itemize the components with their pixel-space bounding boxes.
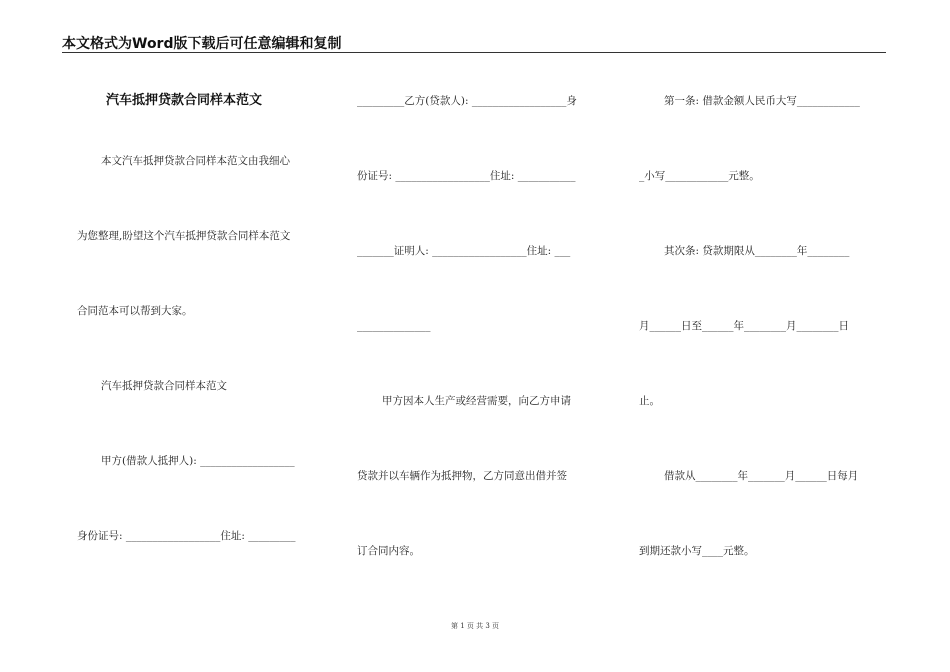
clause-two-term: 其次条: 贷款期限从________年________ <box>664 245 850 257</box>
section-heading: 汽车抵押贷款合同样本范文 <box>101 380 227 392</box>
party-b-field: _________乙方(贷款人): __________________身 <box>357 95 577 107</box>
clause-two-term-end: 止。 <box>639 395 660 407</box>
id-address-field: 身份证号: __________________住址: _________ <box>77 530 296 542</box>
paragraph-line: 合同范本可以帮到大家。 <box>77 305 193 317</box>
witness-field: _______证明人: __________________住址: ___ <box>357 245 571 257</box>
paragraph-line: 订合同内容。 <box>357 545 420 557</box>
clause-two-term-cont: 月______日至______年________月________日 <box>639 320 849 332</box>
page-number: 第 1 页 共 3 页 <box>450 622 500 630</box>
id-address-field: 份证号: __________________住址: ___________ <box>357 170 576 182</box>
repayment-line-cont: 到期还款小写____元整。 <box>639 545 755 557</box>
paragraph-line: 甲方因本人生产或经营需要，向乙方申请 <box>382 395 571 407</box>
paragraph-line: 贷款并以车辆作为抵押物，乙方同意出借并签 <box>357 470 567 482</box>
paragraph-line: 为您整理,盼望这个汽车抵押贷款合同样本范文 <box>77 230 291 242</box>
clause-one-amount: 第一条: 借款金额人民币大写____________ <box>664 95 860 107</box>
repayment-line: 借款从________年_______月______日每月 <box>664 470 859 482</box>
party-a-field: 甲方(借款人抵押人): __________________ <box>101 455 295 467</box>
clause-one-amount-cont: _小写____________元整。 <box>639 170 760 182</box>
document-title: 汽车抵押贷款合同样本范文 <box>106 93 263 108</box>
blank-line: ______________ <box>357 320 431 332</box>
document-header: 本文格式为Word版下载后可任意编辑和复制 <box>62 36 342 52</box>
paragraph-line: 本文汽车抵押贷款合同样本范文由我细心 <box>101 155 290 167</box>
header-divider <box>62 52 886 53</box>
